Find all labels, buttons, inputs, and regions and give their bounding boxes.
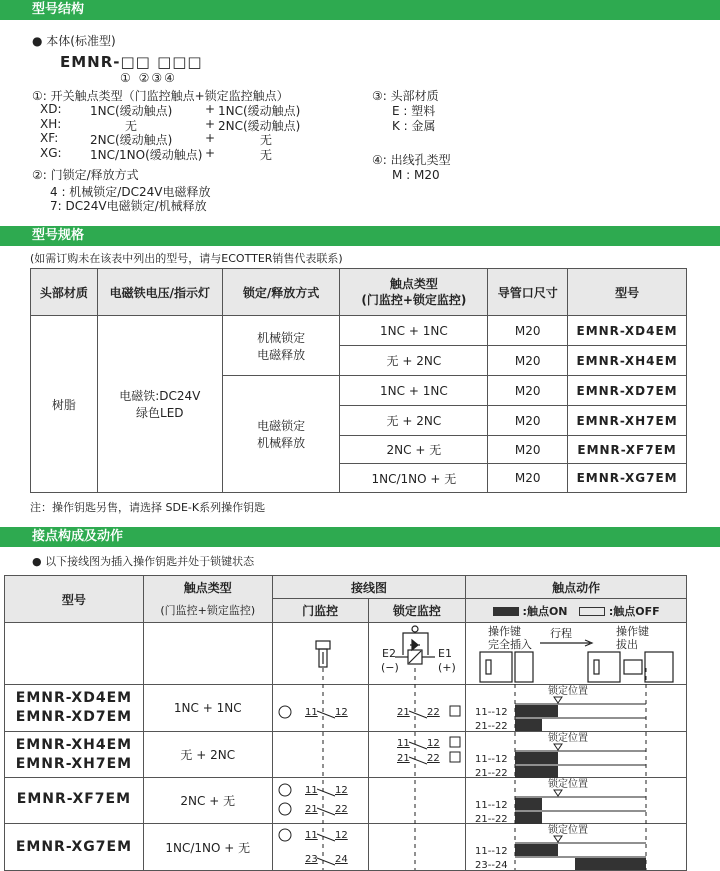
- cell-conduit: M20: [488, 346, 568, 376]
- lock-position-marker-icon: [554, 697, 562, 703]
- terminal-label: 21: [305, 804, 318, 815]
- contact-type: 1NC + 1NC: [143, 685, 272, 732]
- terminal-label: 21: [397, 753, 410, 764]
- contact-type: 无 + 2NC: [143, 732, 272, 778]
- th-voltage: 电磁铁电压/指示灯: [97, 269, 222, 316]
- legend-on: :触点ON: [522, 604, 568, 618]
- timing-label: 11--12: [475, 800, 508, 811]
- p1-cell: 1NC/1NO(缓动触点): [90, 147, 203, 162]
- lock-position-marker-icon: [554, 790, 562, 796]
- p1-cell: 无: [125, 118, 138, 133]
- cell-conduit: M20: [488, 464, 568, 493]
- contact-switch-icon: [317, 789, 335, 796]
- bullet-text: 本体(标准型): [46, 34, 116, 48]
- section-header-specs: 型号规格: [0, 226, 720, 246]
- p1-cell: XD:: [40, 102, 62, 116]
- terminal-label: 11: [305, 785, 318, 796]
- timing-label: 21--22: [475, 768, 508, 779]
- contact-switch-icon: [317, 858, 335, 865]
- cell-lock-mode: 电磁锁定 机械释放: [222, 376, 340, 493]
- stroke-label: 行程: [550, 627, 572, 640]
- contact-on-bar: [515, 719, 542, 731]
- p1-cell: XF:: [40, 131, 59, 145]
- lock-monitor-icon: [450, 706, 460, 716]
- cell-conduit: M20: [488, 436, 568, 464]
- bullet-body: ● 本体(标准型): [32, 34, 116, 48]
- contact-on-bar: [515, 766, 558, 778]
- contact-switch-icon: [317, 711, 335, 718]
- th-contact: 触点类型 (门监控+锁定监控): [340, 269, 488, 316]
- cell-conduit: M20: [488, 376, 568, 406]
- p1-cell: 1NC(缓动触点): [90, 104, 173, 118]
- solenoid-circuit-icon: [395, 626, 435, 664]
- contact-on-bar: [515, 705, 558, 717]
- lock-position-label: 锁定位置: [548, 686, 588, 697]
- terminal-label: 11: [305, 707, 318, 718]
- e1-label: E1: [438, 647, 452, 660]
- lock-position-label: 锁定位置: [548, 825, 588, 836]
- spec-note-bottom: 注：操作钥匙另售，请选择 SDE-K系列操作钥匙: [30, 501, 266, 514]
- p1-cell: +: [205, 116, 216, 131]
- cell-model: EMNR-XH7EM: [568, 406, 687, 436]
- p1-cell: 无: [260, 133, 273, 147]
- p1-cell: +: [205, 131, 216, 145]
- p4-title: ④: 出线孔类型: [372, 153, 451, 167]
- terminal-label: 11: [397, 738, 410, 749]
- bullet-contacts: ● 以下接线图为插入操作钥匙并处于锁键状态: [32, 555, 255, 568]
- spec-note-top: (如需订购未在该表中列出的型号，请与ECOTTER销售代表联系): [30, 252, 343, 265]
- section-header-structure: 型号结构: [0, 0, 720, 20]
- model-name: EMNR-XF7EM: [5, 778, 144, 824]
- model-name: EMNR-XG7EM: [5, 824, 144, 871]
- cell-contact: 1NC + 1NC: [340, 376, 488, 406]
- terminal-label: 21: [397, 707, 410, 718]
- diagram-header-graphics: [316, 624, 673, 682]
- cell-model: EMNR-XD7EM: [568, 376, 687, 406]
- terminal-label: 24: [335, 854, 348, 865]
- contact-switch-icon: [317, 808, 335, 815]
- contact-switch-icon: [317, 834, 335, 841]
- stroke-arrow-icon: [540, 640, 592, 646]
- th-wiring: 接线图: [272, 576, 466, 599]
- model-marks: ① ②③④: [120, 71, 177, 85]
- contact-switch-icon: [409, 711, 427, 718]
- contact-type: 1NC/1NO + 无: [143, 824, 272, 871]
- cell-material: 树脂: [31, 316, 98, 493]
- timing-label: 21--22: [475, 814, 508, 825]
- p3-item: K : 金属: [392, 119, 436, 133]
- cell-voltage: 电磁铁:DC24V 绿色LED: [97, 316, 222, 493]
- lock-monitor-icon: [450, 752, 460, 762]
- legend-off: :触点OFF: [608, 604, 660, 618]
- terminal-label: 12: [335, 785, 348, 796]
- lock-monitor-icon: [450, 737, 460, 747]
- key-icon: [316, 641, 330, 667]
- p1-cell: +: [205, 102, 216, 116]
- th-model: 型号: [568, 269, 687, 316]
- p1-cell: XH:: [40, 116, 62, 131]
- terminal-label: 23: [305, 854, 318, 865]
- p2-title: ②: 门锁定/释放方式: [32, 168, 139, 182]
- contact-type: 2NC + 无: [143, 778, 272, 824]
- bullet-text: 以下接线图为插入操作钥匙并处于锁键状态: [45, 555, 255, 568]
- p3-item: E : 塑料: [392, 104, 436, 118]
- lock-position-label: 锁定位置: [548, 733, 588, 744]
- contact-switch-icon: [409, 757, 427, 764]
- cell-contact: 1NC + 1NC: [340, 316, 488, 346]
- contact-on-bar: [515, 812, 542, 824]
- remove-label: 操作键拔出: [616, 625, 649, 651]
- cell-contact: 无 + 2NC: [340, 406, 488, 436]
- p1-cell: +: [205, 145, 216, 160]
- th-door: 门监控: [272, 599, 368, 623]
- model-name: EMNR-XH4EM: [15, 736, 133, 753]
- cell-model: EMNR-XH4EM: [568, 346, 687, 376]
- p1-cell: XG:: [40, 145, 62, 160]
- switch-head-icon: [480, 652, 533, 682]
- model-name: EMNR-XD7EM: [15, 709, 133, 725]
- cell-contact: 无 + 2NC: [340, 346, 488, 376]
- contact-on-bar: [515, 798, 542, 810]
- switch-head-removed-icon: [588, 652, 673, 682]
- p2-item: 4 : 机械锁定/DC24V电磁释放: [50, 185, 211, 199]
- timing-label: 21--22: [475, 721, 508, 732]
- timing-label: 11--12: [475, 754, 508, 765]
- p1-cell: 无: [260, 147, 273, 162]
- th-action: 触点动作: [466, 576, 687, 599]
- cell-lock-mode: 机械锁定 电磁释放: [222, 316, 340, 376]
- contact-on-bar: [515, 844, 558, 856]
- th-lockmon: 锁定监控: [368, 599, 466, 623]
- p1-cell: 1NC(缓动触点): [218, 104, 301, 118]
- timing-label: 11--12: [475, 846, 508, 857]
- direct-opening-icon: [279, 803, 291, 815]
- cell-contact: 1NC/1NO + 无: [340, 464, 488, 493]
- model-name: EMNR-XD4EM: [15, 690, 133, 706]
- contact-on-bar: [575, 858, 646, 870]
- th-material: 头部材质: [31, 269, 98, 316]
- timing-label: 11--12: [475, 707, 508, 718]
- model-pattern: EMNR-□□ □□□: [60, 53, 203, 71]
- p3-title: ③: 头部材质: [372, 89, 439, 103]
- lock-position-label: 锁定位置: [548, 779, 588, 790]
- th-type: 触点类型: [143, 576, 272, 599]
- section-header-contacts: 接点构成及动作: [0, 527, 720, 547]
- cell-model: EMNR-XG7EM: [568, 464, 687, 493]
- terminal-label: 11: [305, 830, 318, 841]
- direct-opening-icon: [279, 829, 291, 841]
- terminal-label: 22: [427, 707, 440, 718]
- model-name: EMNR-XH7EM: [15, 755, 133, 772]
- th-lock: 锁定/释放方式: [222, 269, 340, 316]
- th-conduit: 导管口尺寸: [488, 269, 568, 316]
- p4-item: M : M20: [392, 168, 440, 182]
- insert-label: 操作键完全插入: [488, 625, 532, 651]
- lock-position-marker-icon: [554, 744, 562, 750]
- p2-item: 7: DC24V电磁锁定/机械释放: [50, 199, 207, 213]
- terminal-label: 12: [427, 738, 440, 749]
- lock-position-marker-icon: [554, 836, 562, 842]
- terminal-label: 22: [335, 804, 348, 815]
- e1-sign: (+): [438, 661, 456, 674]
- th-model: 型号: [5, 576, 144, 623]
- cell-model: EMNR-XF7EM: [568, 436, 687, 464]
- contact-switch-icon: [409, 742, 427, 749]
- cell-model: EMNR-XD4EM: [568, 316, 687, 346]
- terminal-label: 12: [335, 707, 348, 718]
- direct-opening-icon: [279, 706, 291, 718]
- p1-cell: 2NC(缓动触点): [90, 133, 173, 147]
- timing-label: 23--24: [475, 860, 508, 871]
- th-type-sub: (门监控+锁定监控): [143, 599, 272, 623]
- contact-on-bar: [515, 752, 558, 764]
- cell-conduit: M20: [488, 406, 568, 436]
- terminal-label: 22: [427, 753, 440, 764]
- e2-label: E2: [382, 647, 396, 660]
- terminal-label: 12: [335, 830, 348, 841]
- p1-title: ①: 开关触点类型（门监控触点+锁定监控触点）: [32, 89, 289, 103]
- p1-cell: 2NC(缓动触点): [218, 118, 301, 133]
- e2-sign: (−): [381, 661, 399, 674]
- cell-conduit: M20: [488, 316, 568, 346]
- cell-contact: 2NC + 无: [340, 436, 488, 464]
- direct-opening-icon: [279, 784, 291, 796]
